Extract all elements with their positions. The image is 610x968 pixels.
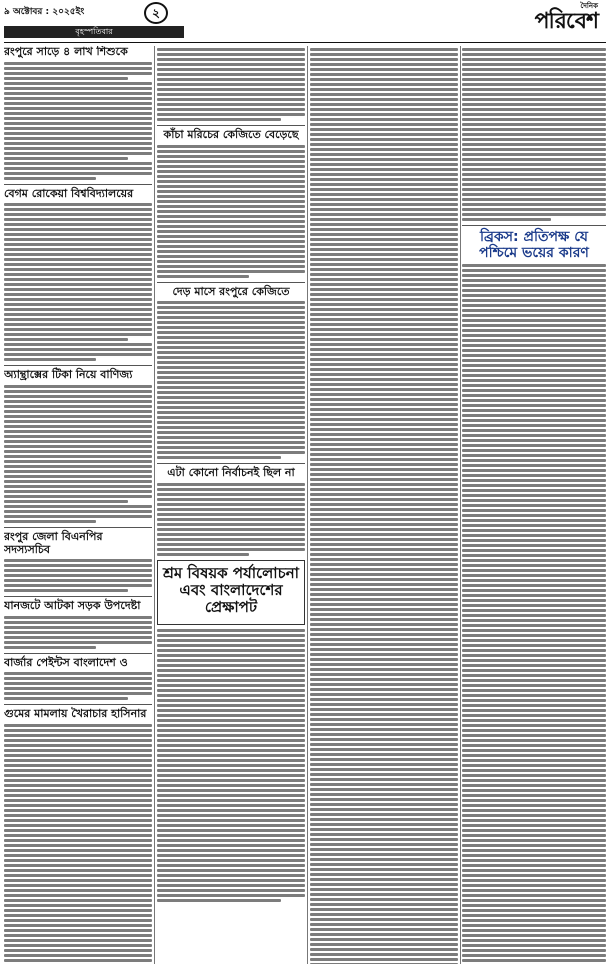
- masthead-rule: [4, 42, 606, 43]
- article-body: [157, 629, 305, 902]
- article-body: [4, 385, 152, 523]
- column-rule: [460, 46, 461, 964]
- logo-small-text: দৈনিক: [580, 2, 598, 10]
- article-headline: রংপুরে সাড়ে ৪ লাখ শিশুকে: [4, 46, 128, 58]
- newspaper-logo: [535, 2, 598, 34]
- column-2: [157, 46, 305, 964]
- feature-headline: শ্রম বিষয়ক পর্যালোচনা এবং বাংলাদেশের প্রেক্ষাপট: [162, 563, 300, 617]
- issue-day: বৃহস্পতিবার: [4, 26, 184, 38]
- article-body: [4, 559, 152, 592]
- article-headline: রংপুর জেলা বিএনপির সদস্যসচিব: [4, 529, 103, 556]
- column-4: [462, 46, 606, 964]
- logo-big-text: পরিবেশ: [534, 9, 598, 34]
- article-headline: দেড় মাসে রংপুরে কেজিতে: [172, 284, 290, 298]
- page-number: ২: [144, 2, 168, 24]
- article-body: [4, 203, 152, 361]
- issue-date: ৯ অক্টোবর : ২০২৫ইং: [4, 7, 85, 17]
- article-headline: যানজটে আটকা সড়ক উপদেষ্টা: [4, 599, 141, 613]
- article-headline: গুমের মামলায় খৈরাচার হাসিনার: [4, 707, 147, 721]
- column-3: [310, 46, 458, 964]
- article-headline: এটা কোনো নির্বাচনই ছিল না: [167, 466, 295, 480]
- article-body: [310, 48, 458, 964]
- article-headline: বার্জার পেইন্টস বাংলাদেশ ও: [4, 655, 128, 669]
- article-body: [157, 48, 305, 121]
- column-1: [4, 46, 152, 964]
- article-body: [4, 62, 152, 180]
- article-body: [462, 48, 606, 221]
- article-body: [157, 483, 305, 556]
- feature-headline-box: [157, 560, 305, 625]
- column-rule: [154, 46, 155, 964]
- article-body: [462, 264, 606, 964]
- masthead: [4, 2, 606, 42]
- article-body: [157, 145, 305, 278]
- article-headline: কাঁচা মরিচের কেজিতে বেড়েছে: [163, 128, 299, 141]
- article-headline: অ্যান্থ্রাক্সের টিকা নিয়ে বাণিজ্য: [4, 368, 133, 382]
- article-body: [157, 301, 305, 459]
- article-body: [4, 672, 152, 700]
- article-body: [4, 724, 152, 964]
- feature-headline: ব্রিকস: প্রতিপক্ষ যে পশ্চিমে ভয়ের কারণ: [479, 229, 589, 262]
- article-body: [4, 616, 152, 649]
- column-rule: [307, 46, 308, 964]
- article-headline: বেগম রোকেয়া বিশ্ববিদ্যালয়ের: [4, 186, 134, 200]
